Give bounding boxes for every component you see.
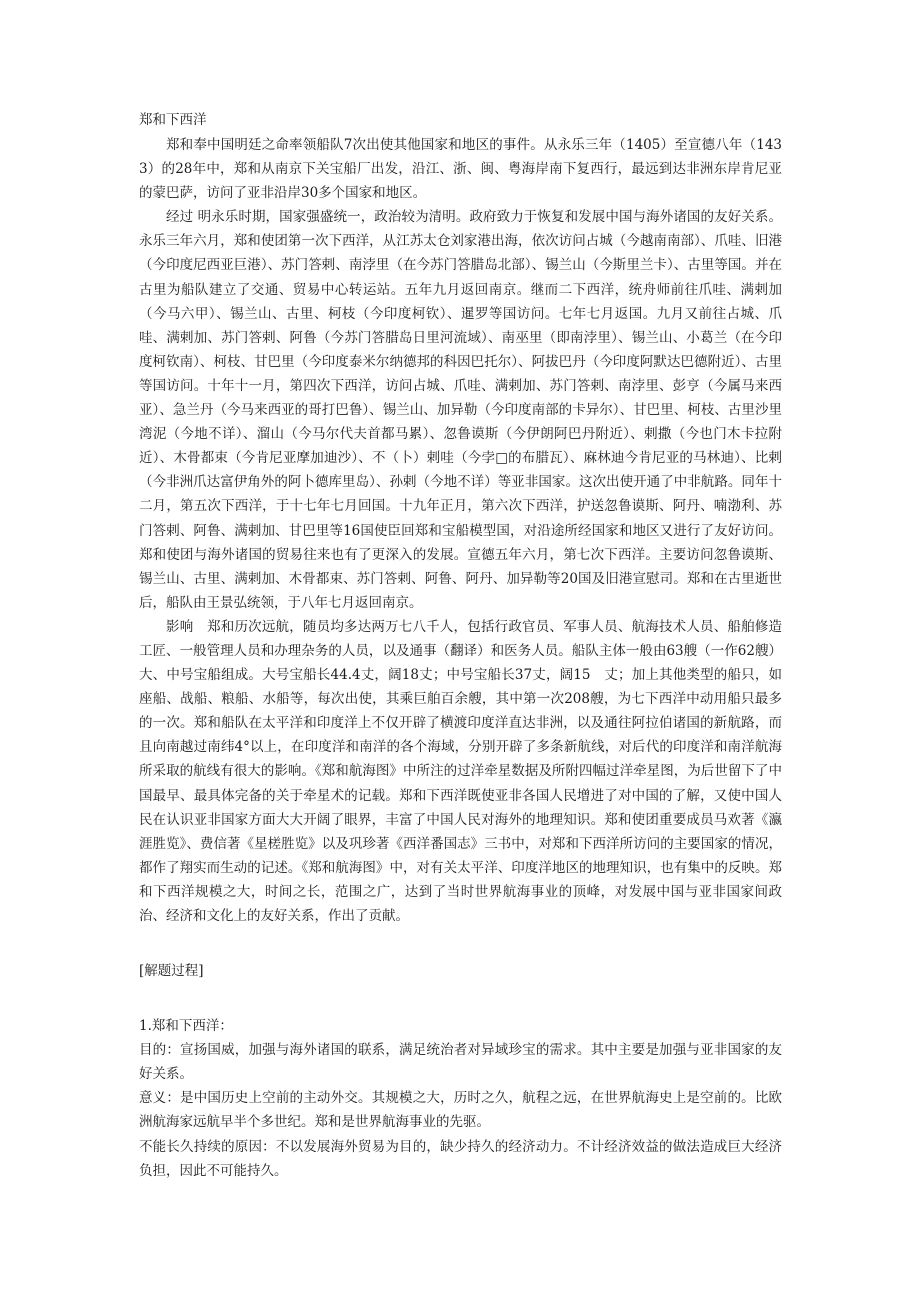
solution-significance: 意义：是中国历史上空前的主动外交。其规模之大，历时之久，航程之远，在世界航海史上是空前的。比欧洲航海家远航早半个多世纪。郑和是世界航海事业的先驱。 [139, 1090, 782, 1131]
influence-paragraph: 影响 郑和历次远航，随员均多达两万七八千人，包括行政官员、军事人员、航海技术人员、船舶修造工匠、一般管理人员和办理杂务的人员，以及通事（翻译）和医务人员。船队主体一般由63艘（一作62艘）大、中号宝船组成。大号宝船长44.4丈，阔18丈；中号宝船长37丈，阔15 丈；加上其他类型的船只，如座船、战船、粮船、水船等，每次出使，其乘巨舶百余艘，其中第一次208艘，为七下西洋中动用船只最多的一次。郑和船队在太平洋和印度洋上不仅开辟了横渡印度洋直达非洲，以及通往阿拉伯诸国的新航路，而且向南越过南纬4°以上，在印度洋和南洋的各个海域，分别开辟了多条新航线，对后代的印度洋和南洋航海所采取的航线有很大的影响。《郑和航海图》中所注的过洋牵星数据及所附四幅过洋牵星图，为后世留下了中国最早、最具体完备的关于牵星术的记载。郑和下西洋既使亚非各国人民增进了对中国的了解，又使中国人民在认识亚非国家方面大大开阔了眼界，丰富了中国人民对海外的地理知识。郑和使团重要成员马欢著《瀛涯胜览》、费信著《星槎胜览》以及巩珍著《西洋番国志》三书中，对郑和下西洋所访问的主要国家的情况，都作了翔实而生动的记述。《郑和航海图》中，对有关太平洋、印度洋地区的地理知识，也有集中的反映。郑和下西洋规模之大，时间之长，范围之广，达到了当时世界航海事业的顶峰，对发展中国与亚非国家间政治、经济和文化上的友好关系，作出了贡献。 [139, 618, 782, 924]
solution-item-title: 1.郑和下西洋： [139, 1018, 233, 1035]
intro-paragraph: 郑和奉中国明廷之命率领船队7次出使其他国家和地区的事件。从永乐三年（1405）至宣德八年（1433）的28年中，郑和从南京下关宝船厂出发，沿江、浙、闽、粤海岸南下复西行，最远到达非洲东岸肯尼亚的蒙巴萨，访问了亚非沿岸30多个国家和地区。 [139, 137, 782, 202]
solution-section [139, 1014, 782, 1183]
document-title: 郑和下西洋 [139, 112, 207, 128]
solution-heading: [解题过程] [139, 963, 204, 980]
solution-reason: 不能长久持续的原因：不以发展海外贸易为目的，缺少持久的经济动力。不计经济效益的做法造成巨大经济负担，因此不可能持久。 [139, 1138, 782, 1179]
document-page [139, 108, 782, 1183]
history-paragraph: 经过 明永乐时期，国家强盛统一，政治较为清明。政府致力于恢复和发展中国与海外诸国的友好关系。永乐三年六月，郑和使团第一次下西洋，从江苏太仓刘家港出海，依次访问占城（今越南南部）、爪哇、旧港（今印度尼西亚巨港）、苏门答剌、南浡里（在今苏门答腊岛北部）、锡兰山（今斯里兰卡）、古里等国。并在古里为船队建立了交通、贸易中心转运站。五年九月返回南京。继而二下西洋，统舟师前往爪哇、满剌加（今马六甲）、锡兰山、古里、柯枝（今印度柯钦）、暹罗等国访问。七年七月返国。九月又前往占城、爪哇、满剌加、苏门答剌、阿鲁（今苏门答腊岛日里河流域）、南巫里（即南浡里）、锡兰山、小葛兰（在今印度柯钦南）、柯枝、甘巴里（今印度泰米尔纳德邦的科因巴托尔）、阿拔巴丹（今印度阿默达巴德附近）、古里等国访问。十年十一月，第四次下西洋，访问占城、爪哇、满剌加、苏门答剌、南浡里、彭亨（今属马来西亚）、急兰丹（今马来西亚的哥打巴鲁）、锡兰山、加异勒（今印度南部的卡异尔）、甘巴里、柯枝、古里沙里湾泥（今地不详）、溜山（今马尔代夫首都马累）、忽鲁谟斯（今伊朗阿巴丹附近）、剌撒（今也门木卡拉附近）、木骨都束（今肯尼亚摩加迪沙）、不（卜）剌哇（今孛□的布腊瓦）、麻林迪今肯尼亚的马林迪）、比剌（今非洲爪达富伊角外的阿卜德库里岛）、孙剌（今地不详）等亚非国家。这次出使开通了中非航路。同年十二月，第五次下西洋，于十七年七月回国。十九年正月，第六次下西洋，护送忽鲁谟斯、阿丹、喃渤利、苏门答剌、阿鲁、满剌加、甘巴里等16国使臣回郑和宝船模型国，对沿途所经国家和地区又进行了友好访问。郑和使团与海外诸国的贸易往来也有了更深入的发展。宣德五年六月，第七次下西洋。主要访问忽鲁谟斯、锡兰山、古里、满剌加、木骨都束、苏门答剌、阿鲁、阿丹、加异勒等20国及旧港宣慰司。郑和在古里逝世后，船队由王景弘统领，于八年七月返回南京。 [139, 209, 782, 611]
solution-purpose: 目的：宣扬国威，加强与海外诸国的联系，满足统治者对异域珍宝的需求。其中主要是加强与亚非国家的友好关系。 [139, 1042, 782, 1083]
